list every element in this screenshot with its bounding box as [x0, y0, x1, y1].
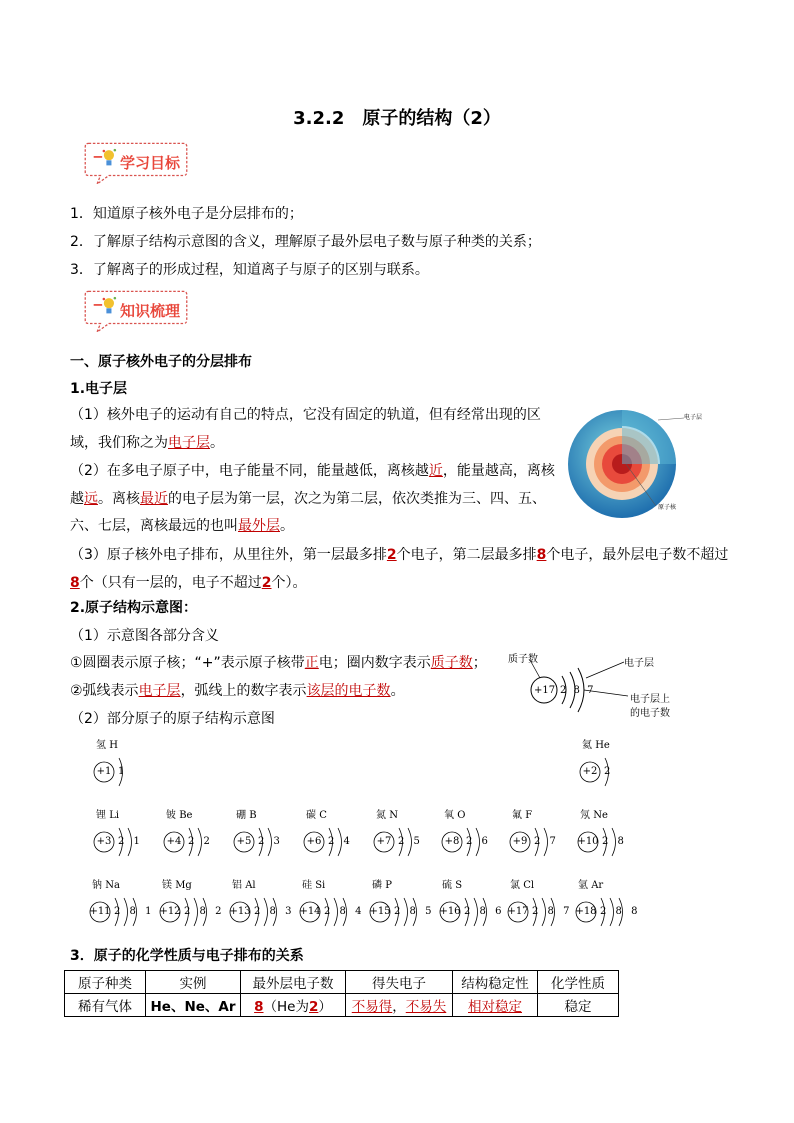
atom-label [510, 876, 534, 891]
meaning-1: ①圆圈表示原子核；“+”表示原子核带正电；圈内数字表示质子数； [70, 655, 487, 671]
electron-shell-sphere [566, 408, 716, 520]
atom-name: 铍 [166, 810, 176, 821]
atom-label [582, 736, 610, 751]
shell-electrons: 2 8 2 [184, 906, 225, 917]
nucleus-charge: +3 [96, 836, 112, 847]
shell-electrons: 2 5 [398, 836, 423, 847]
atom-label [306, 806, 327, 821]
table-header-row [65, 971, 619, 994]
atom-name: 氦 [582, 740, 592, 751]
chlorine-labeled-diagram [500, 646, 700, 722]
table-header-cell: 原子种类 [65, 971, 146, 994]
paragraph-2: （2）在多电子原子中，电子能量不同，能量越低，离核越近，能量越高，离核越远。离核最近的电子层为第一层，次之为第二层，依次类推为三、四、五、六、七层，离核最远的也叫最外层。 [70, 463, 555, 534]
atom-label [92, 876, 120, 891]
nucleus-charge: +13 [229, 906, 251, 917]
atom-symbol: He [595, 740, 610, 751]
shell-electrons: 2 3 [258, 836, 283, 847]
shell-electrons: 2 8 1 [114, 906, 155, 917]
atom-name: 硫 [442, 880, 452, 891]
atom-symbol: O [457, 810, 466, 821]
atom-symbol: Be [179, 810, 193, 821]
objectives-badge-label: 学习目标 [120, 154, 181, 172]
shell-electrons: 1 [118, 766, 128, 777]
shell-electrons: 2 8 [602, 836, 627, 847]
table-header-cell: 结构稳定性 [453, 971, 538, 994]
atom-symbol: B [249, 810, 257, 821]
shell-electrons: 2 8 8 [600, 906, 641, 917]
shell-electrons: 2 7 [534, 836, 559, 847]
knowledge-badge-label: 知识梳理 [120, 302, 181, 320]
nucleus-charge: +4 [166, 836, 182, 847]
shell-electrons: 2 8 7 [532, 906, 573, 917]
atom-symbol: Si [315, 880, 326, 891]
atom-label [162, 876, 192, 891]
shell-electrons: 2 8 4 [324, 906, 365, 917]
atom-name: 锂 [96, 810, 106, 821]
section2-sub: 2.原子结构示意图： [70, 600, 198, 616]
shell-electrons: 2 8 5 [394, 906, 435, 917]
atom-symbol: Na [105, 880, 120, 891]
objective-3: 3．了解离子的形成过程，知道离子与原子的区别与联系。 [70, 262, 429, 278]
knowledge-badge [74, 288, 198, 336]
section1-heading: 一、原子核外电子的分层排布 [70, 354, 252, 370]
atom-label [232, 876, 256, 891]
atom-name: 镁 [162, 880, 172, 891]
section2-item1: （1）示意图各部分含义 [70, 628, 219, 644]
atom-name: 硅 [302, 880, 312, 891]
atom-symbol: Al [245, 880, 256, 891]
chemistry-table [64, 970, 619, 1017]
atom-label [578, 876, 603, 891]
nucleus-charge: +16 [439, 906, 461, 917]
atom-symbol: F [525, 810, 533, 821]
shell-electrons: 2 6 [466, 836, 491, 847]
shell-electrons: 2 2 [188, 836, 213, 847]
nucleus-charge: +12 [159, 906, 181, 917]
atom-label [512, 806, 532, 821]
shell-electrons: 2 4 [328, 836, 353, 847]
atom-name: 氮 [376, 810, 386, 821]
shell-electrons: 2 8 3 [254, 906, 295, 917]
atom-label [444, 806, 465, 821]
section2-item2: （2）部分原子的原子结构示意图 [70, 711, 275, 727]
atom-name: 钠 [92, 880, 102, 891]
nucleus-charge: +8 [444, 836, 460, 847]
nucleus-charge: +9 [512, 836, 528, 847]
atom-symbol: Ar [591, 880, 604, 891]
atom-symbol: H [109, 740, 118, 751]
table-cell: 稳定 [538, 994, 619, 1017]
shell-electrons: 2 [604, 766, 614, 777]
atom-label [96, 736, 118, 751]
paragraph-3: （3）原子核外电子排布，从里往外，第一层最多排2个电子，第二层最多排8个电子，最外层电子数不超过8个（只有一层的，电子不超过2个）。 [70, 547, 729, 591]
objective-1: 1．知道原子核外电子是分层排布的； [70, 206, 303, 222]
answer-blank: 电子层 [168, 434, 210, 451]
atom-label [376, 806, 398, 821]
layer-label: 电子层 [624, 658, 654, 669]
atom-symbol: S [455, 880, 463, 891]
atom-name: 碳 [306, 810, 316, 821]
atom-symbol: C [319, 810, 327, 821]
table-cell: 相对稳定 [453, 994, 538, 1017]
table-header-cell: 化学性质 [538, 971, 619, 994]
table-header-cell: 得失电子 [346, 971, 453, 994]
table-header-cell: 最外层电子数 [241, 971, 346, 994]
nucleus-charge: +7 [376, 836, 392, 847]
atom-symbol: N [389, 810, 398, 821]
electron-label-2: 的电子数 [630, 708, 670, 719]
atom-name: 氢 [96, 740, 106, 751]
nucleus-charge: +11 [89, 906, 111, 917]
nucleus-charge: +5 [236, 836, 252, 847]
atom-name: 氧 [444, 810, 454, 821]
nucleus-charge: +17 [507, 906, 529, 917]
table-cell: 不易得，不易失 [346, 994, 453, 1017]
shell-electrons: 2 1 [118, 836, 143, 847]
nucleus-charge: +15 [369, 906, 391, 917]
atom-label [580, 806, 608, 821]
atom-label [236, 806, 257, 821]
nucleus-charge: +2 [582, 766, 598, 777]
electron-label-1: 电子层上 [630, 694, 670, 705]
proton-label: 质子数 [508, 654, 538, 665]
table-cell: He、Ne、Ar [146, 994, 241, 1017]
atom-name: 氟 [512, 810, 522, 821]
atom-label [96, 806, 119, 821]
atom-label [166, 806, 192, 821]
objectives-badge [74, 140, 198, 188]
section1-sub: 1.电子层 [70, 381, 128, 397]
nucleus-charge: +6 [306, 836, 322, 847]
atom-symbol: Cl [523, 880, 535, 891]
nucleus-charge: +18 [575, 906, 597, 917]
nucleus-charge: +10 [577, 836, 599, 847]
table-cell: 稀有气体 [65, 994, 146, 1017]
shell-electrons: 2 8 6 [464, 906, 505, 917]
atom-name: 硼 [236, 810, 246, 821]
atom-symbol: P [385, 880, 392, 891]
sphere-nucleus-label: 原子核 [658, 504, 677, 511]
section3-heading: 3．原子的化学性质与电子排布的关系 [70, 948, 304, 964]
atom-symbol: Mg [175, 880, 192, 891]
atom-symbol: Li [109, 810, 120, 821]
atom-label [442, 876, 462, 891]
atom-name: 氩 [578, 880, 588, 891]
meaning-2: ②弧线表示电子层，弧线上的数字表示该层的电子数。 [70, 683, 405, 699]
atom-name: 氯 [510, 880, 520, 891]
atom-name: 铝 [232, 880, 242, 891]
table-cell: 8（He为2） [241, 994, 346, 1017]
atom-label [372, 876, 392, 891]
shell-electrons: 2 8 7 [560, 685, 596, 696]
sphere-layer-label: 电子层 [684, 414, 703, 421]
table-row [65, 994, 619, 1017]
atom-symbol: Ne [593, 810, 608, 821]
atom-name: 磷 [372, 880, 382, 891]
paragraph-1: （1）核外电子的运动有自己的特点，它没有固定的轨道，但有经常出现的区域，我们称之为电子层。 [70, 407, 541, 451]
nucleus-charge: +17 [534, 685, 556, 696]
atom-name: 氖 [580, 810, 590, 821]
objective-2: 2．了解原子结构示意图的含义，理解原子最外层电子数与原子种类的关系； [70, 234, 541, 250]
nucleus-charge: +1 [96, 766, 112, 777]
nucleus-charge: +14 [299, 906, 321, 917]
atom-sphere-icon [566, 408, 716, 520]
page-title: 3.2.2 原子的结构（2） [293, 108, 501, 129]
atom-label [302, 876, 325, 891]
table-header-cell: 实例 [146, 971, 241, 994]
